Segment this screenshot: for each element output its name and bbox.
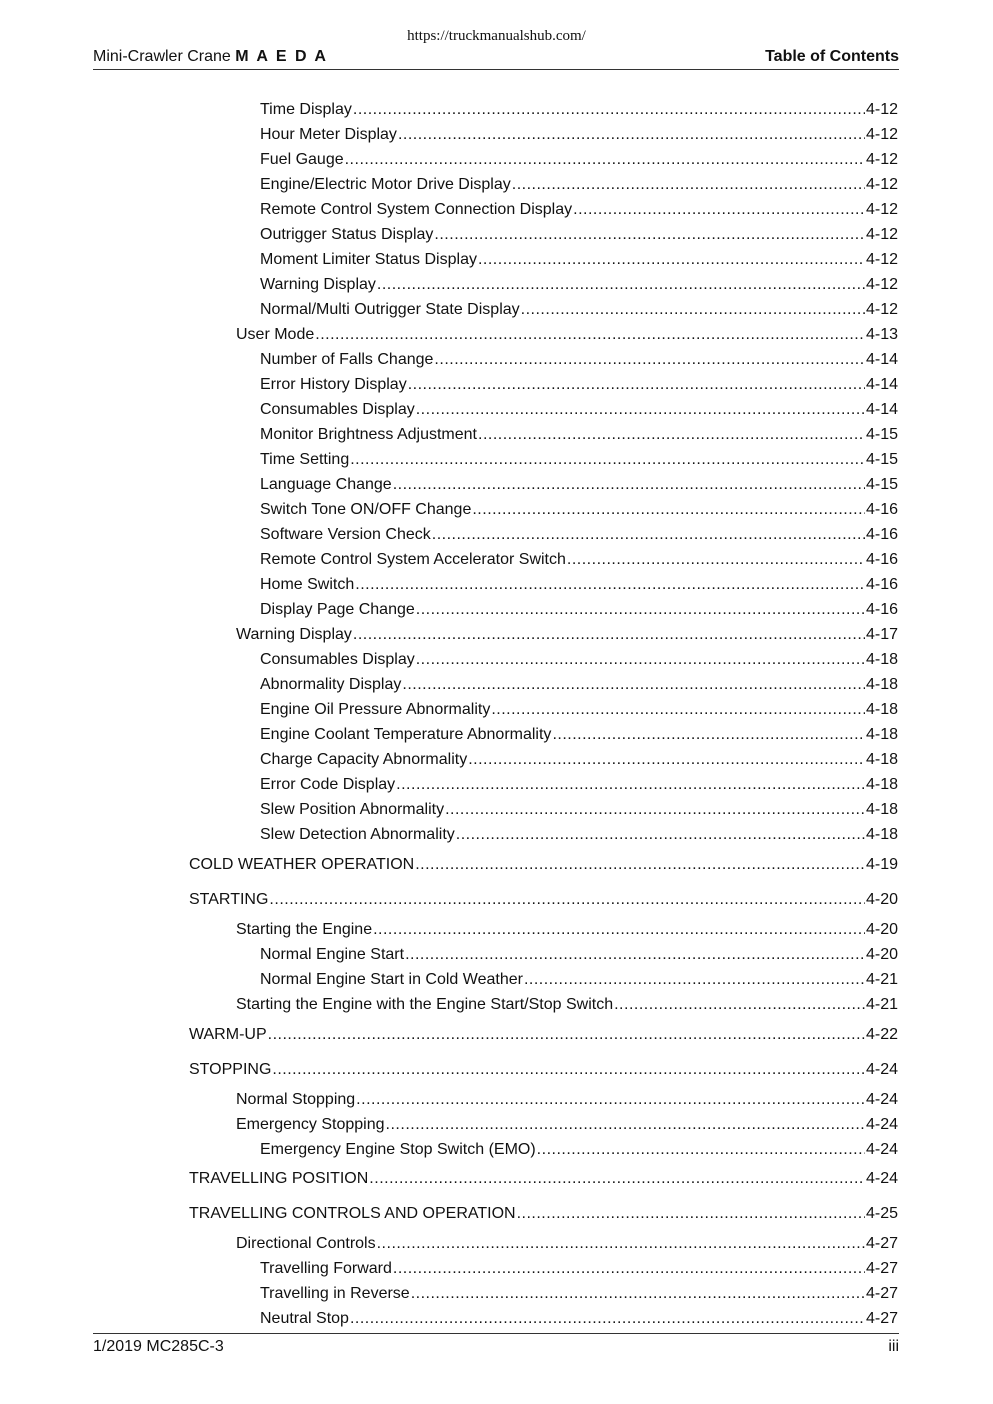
toc-entry-title: Time Setting — [260, 451, 350, 468]
toc-entry[interactable] — [189, 1023, 898, 1045]
dot-leader — [434, 350, 865, 370]
toc-entry-title: Fuel Gauge — [260, 151, 344, 168]
toc-entry-page: 4-16 — [865, 551, 898, 568]
toc-entry-page: 4-27 — [865, 1285, 898, 1302]
dot-leader — [269, 890, 865, 910]
toc-entry-title: Remote Control System Accelerator Switch — [260, 551, 566, 568]
toc-entry[interactable] — [236, 623, 898, 645]
dot-leader — [398, 125, 865, 145]
footer-document-id: 1/2019 MC285C-3 — [93, 1338, 224, 1355]
dot-leader — [268, 1025, 865, 1045]
toc-entry-page: 4-12 — [865, 126, 898, 143]
toc-entry-page: 4-15 — [865, 476, 898, 493]
toc-entry[interactable] — [260, 648, 898, 670]
toc-entry-page: 4-20 — [865, 946, 898, 963]
dot-leader — [521, 300, 865, 320]
toc-entry-title: Starting the Engine with the Engine Start/Stop Switch — [236, 996, 614, 1013]
dot-leader — [373, 920, 865, 940]
toc-entry-title: Normal Stopping — [236, 1091, 356, 1108]
toc-entry[interactable] — [260, 698, 898, 720]
dot-leader — [408, 375, 865, 395]
dot-leader — [478, 250, 865, 270]
dot-leader — [416, 400, 865, 420]
toc-entry-page: 4-22 — [865, 1026, 898, 1043]
toc-entry-page: 4-27 — [865, 1260, 898, 1277]
header-section-title: Table of Contents — [765, 48, 899, 65]
toc-entry[interactable] — [260, 1307, 898, 1329]
dot-leader — [573, 200, 865, 220]
dot-leader — [432, 525, 865, 545]
toc-entry-title: Consumables Display — [260, 651, 415, 668]
dot-leader — [350, 450, 865, 470]
dot-leader — [456, 825, 865, 845]
toc-entry[interactable] — [236, 323, 898, 345]
toc-entry-title: Hour Meter Display — [260, 126, 397, 143]
dot-leader — [353, 625, 865, 645]
dot-leader — [356, 1090, 865, 1110]
toc-entry-page: 4-20 — [865, 921, 898, 938]
toc-entry-page: 4-16 — [865, 526, 898, 543]
toc-entry-title: Slew Detection Abnormality — [260, 826, 455, 843]
dot-leader — [491, 700, 865, 720]
dot-leader — [434, 225, 865, 245]
toc-entry[interactable] — [260, 773, 898, 795]
toc-entry-title: Moment Limiter Status Display — [260, 251, 477, 268]
toc-entry-page: 4-25 — [865, 1205, 898, 1222]
dot-leader — [468, 750, 865, 770]
dot-leader — [517, 1204, 865, 1224]
toc-entry[interactable] — [260, 968, 898, 990]
toc-entry-title: Monitor Brightness Adjustment — [260, 426, 477, 443]
toc-entry[interactable] — [189, 1202, 898, 1224]
toc-entry-title: Time Display — [260, 101, 352, 118]
toc-entry[interactable] — [260, 573, 898, 595]
toc-entry-title: Charge Capacity Abnormality — [260, 751, 468, 768]
toc-entry[interactable] — [189, 1167, 898, 1189]
toc-entry[interactable] — [260, 298, 898, 320]
dot-leader — [416, 600, 865, 620]
toc-entry[interactable] — [260, 1282, 898, 1304]
toc-entry-page: 4-12 — [865, 251, 898, 268]
toc-entry-page: 4-12 — [865, 176, 898, 193]
toc-entry-title: STOPPING — [189, 1061, 272, 1078]
toc-entry-title: Remote Control System Connection Display — [260, 201, 573, 218]
header-title-prefix: Mini-Crawler Crane — [93, 48, 236, 65]
toc-entry-title: Abnormality Display — [260, 676, 402, 693]
toc-entry[interactable] — [260, 1138, 898, 1160]
toc-entry-page: 4-24 — [865, 1061, 898, 1078]
toc-entry-page: 4-14 — [865, 376, 898, 393]
toc-entry-title: Language Change — [260, 476, 392, 493]
dot-leader — [567, 550, 865, 570]
toc-entry-title: Software Version Check — [260, 526, 431, 543]
toc-entry[interactable] — [260, 123, 898, 145]
toc-entry-page: 4-18 — [865, 751, 898, 768]
toc-entry-title: Emergency Stopping — [236, 1116, 385, 1133]
toc-entry-page: 4-24 — [865, 1091, 898, 1108]
toc-entry-title: Display Page Change — [260, 601, 415, 618]
toc-entry[interactable] — [260, 198, 898, 220]
toc-entry-title: Outrigger Status Display — [260, 226, 434, 243]
toc-entry-title: Emergency Engine Stop Switch (EMO) — [260, 1141, 536, 1158]
toc-entry-page: 4-27 — [865, 1235, 898, 1252]
dot-leader — [445, 800, 865, 820]
toc-entry-page: 4-15 — [865, 451, 898, 468]
toc-entry[interactable] — [260, 148, 898, 170]
toc-entry-title: WARM-UP — [189, 1026, 267, 1043]
toc-entry[interactable] — [236, 993, 898, 1015]
toc-entry-page: 4-13 — [865, 326, 898, 343]
toc-entry[interactable] — [260, 473, 898, 495]
toc-entry[interactable] — [260, 248, 898, 270]
toc-entry[interactable] — [260, 943, 898, 965]
dot-leader — [315, 325, 865, 345]
toc-entry[interactable] — [236, 1113, 898, 1135]
toc-entry-page: 4-18 — [865, 776, 898, 793]
dot-leader — [405, 945, 865, 965]
toc-entry[interactable] — [260, 423, 898, 445]
toc-entry-page: 4-24 — [865, 1141, 898, 1158]
dot-leader — [512, 175, 865, 195]
toc-entry[interactable] — [260, 173, 898, 195]
toc-entry-page: 4-12 — [865, 151, 898, 168]
dot-leader — [272, 1060, 865, 1080]
toc-entry-page: 4-15 — [865, 426, 898, 443]
toc-entry[interactable] — [260, 398, 898, 420]
toc-entry-page: 4-18 — [865, 801, 898, 818]
toc-entry[interactable] — [236, 1088, 898, 1110]
toc-entry-page: 4-14 — [865, 401, 898, 418]
dot-leader — [393, 1259, 865, 1279]
dot-leader — [345, 150, 865, 170]
toc-entry-page: 4-24 — [865, 1116, 898, 1133]
dot-leader — [396, 775, 865, 795]
footer-page-number: iii — [888, 1338, 899, 1355]
dot-leader — [416, 650, 865, 670]
toc-entry-title: Normal Engine Start — [260, 946, 405, 963]
toc-entry[interactable] — [260, 548, 898, 570]
toc-entry-title: Engine Coolant Temperature Abnormality — [260, 726, 552, 743]
toc-entry-title: Error Code Display — [260, 776, 396, 793]
toc-entry-title: Consumables Display — [260, 401, 415, 418]
toc-entry-title: Warning Display — [260, 276, 376, 293]
toc-entry-page: 4-19 — [865, 856, 898, 873]
dot-leader — [552, 725, 865, 745]
dot-leader — [614, 995, 865, 1015]
toc-entry-page: 4-12 — [865, 201, 898, 218]
toc-entry[interactable] — [260, 823, 898, 845]
toc-entry-page: 4-12 — [865, 226, 898, 243]
toc-entry-page: 4-18 — [865, 651, 898, 668]
toc-entry[interactable] — [260, 373, 898, 395]
toc-entry-page: 4-12 — [865, 101, 898, 118]
toc-entry-page: 4-24 — [865, 1170, 898, 1187]
toc-entry-page: 4-14 — [865, 351, 898, 368]
toc-entry[interactable] — [189, 1058, 898, 1080]
dot-leader — [350, 1309, 865, 1329]
dot-leader — [377, 275, 865, 295]
dot-leader — [377, 1234, 865, 1254]
dot-leader — [411, 1284, 865, 1304]
toc-entry-page: 4-21 — [865, 971, 898, 988]
dot-leader — [402, 675, 865, 695]
page-footer — [93, 1338, 899, 1358]
toc-entry-page: 4-18 — [865, 826, 898, 843]
toc-entry-title: Starting the Engine — [236, 921, 373, 938]
toc-entry-title: Engine/Electric Motor Drive Display — [260, 176, 511, 193]
toc-entry-page: 4-20 — [865, 891, 898, 908]
footer-divider — [93, 1333, 899, 1334]
toc-entry-title: Directional Controls — [236, 1235, 376, 1252]
toc-entry-page: 4-18 — [865, 701, 898, 718]
toc-entry-title: TRAVELLING CONTROLS AND OPERATION — [189, 1205, 516, 1222]
toc-entry-title: Slew Position Abnormality — [260, 801, 445, 818]
toc-entry[interactable] — [260, 723, 898, 745]
toc-entry[interactable] — [260, 498, 898, 520]
toc-entry-title: COLD WEATHER OPERATION — [189, 856, 415, 873]
dot-leader — [353, 100, 865, 120]
toc-entry-page: 4-18 — [865, 676, 898, 693]
toc-entry-title: Error History Display — [260, 376, 407, 393]
toc-entry-page: 4-17 — [865, 626, 898, 643]
dot-leader — [478, 425, 865, 445]
toc-entry-title: Number of Falls Change — [260, 351, 434, 368]
toc-entry[interactable] — [189, 853, 898, 875]
toc-entry-title: TRAVELLING POSITION — [189, 1170, 369, 1187]
toc-entry-page: 4-16 — [865, 501, 898, 518]
dot-leader — [524, 970, 865, 990]
dot-leader — [386, 1115, 865, 1135]
toc-entry-page: 4-16 — [865, 601, 898, 618]
toc-entry[interactable] — [260, 748, 898, 770]
toc-entry-title: Home Switch — [260, 576, 355, 593]
dot-leader — [369, 1169, 865, 1189]
dot-leader — [415, 855, 865, 875]
toc-entry-page: 4-16 — [865, 576, 898, 593]
dot-leader — [355, 575, 865, 595]
toc-entry[interactable] — [260, 598, 898, 620]
toc-entry-title: Engine Oil Pressure Abnormality — [260, 701, 491, 718]
dot-leader — [537, 1140, 865, 1160]
source-url[interactable]: https://truckmanualshub.com/ — [407, 28, 586, 44]
toc-entry[interactable] — [260, 223, 898, 245]
toc-entry[interactable] — [260, 273, 898, 295]
toc-entry-title: Normal Engine Start in Cold Weather — [260, 971, 523, 988]
toc-entry[interactable] — [236, 1232, 898, 1254]
toc-entry-title: User Mode — [236, 326, 315, 343]
toc-entry-page: 4-18 — [865, 726, 898, 743]
toc-entry-page: 4-12 — [865, 276, 898, 293]
toc-entry[interactable] — [260, 1257, 898, 1279]
toc-entry-title: STARTING — [189, 891, 269, 908]
toc-entry-page: 4-27 — [865, 1310, 898, 1327]
toc-entry-title: Warning Display — [236, 626, 352, 643]
toc-entry-title: Travelling Forward — [260, 1260, 392, 1277]
toc-entry[interactable] — [189, 888, 898, 910]
toc-entry[interactable] — [260, 523, 898, 545]
toc-entry[interactable] — [260, 448, 898, 470]
toc-entry-page: 4-12 — [865, 301, 898, 318]
header-brand: M A E D A — [235, 48, 328, 65]
dot-leader — [472, 500, 865, 520]
toc-entry-title: Switch Tone ON/OFF Change — [260, 501, 472, 518]
toc-entry-page: 4-21 — [865, 996, 898, 1013]
toc-entry[interactable] — [260, 98, 898, 120]
toc-entry[interactable] — [236, 918, 898, 940]
toc-entry-title: Neutral Stop — [260, 1310, 349, 1327]
toc-entry[interactable] — [260, 798, 898, 820]
toc-entry-title: Travelling in Reverse — [260, 1285, 410, 1302]
dot-leader — [393, 475, 865, 495]
toc-entry[interactable] — [260, 348, 898, 370]
toc-entry[interactable] — [260, 673, 898, 695]
toc-entry-title: Normal/Multi Outrigger State Display — [260, 301, 520, 318]
